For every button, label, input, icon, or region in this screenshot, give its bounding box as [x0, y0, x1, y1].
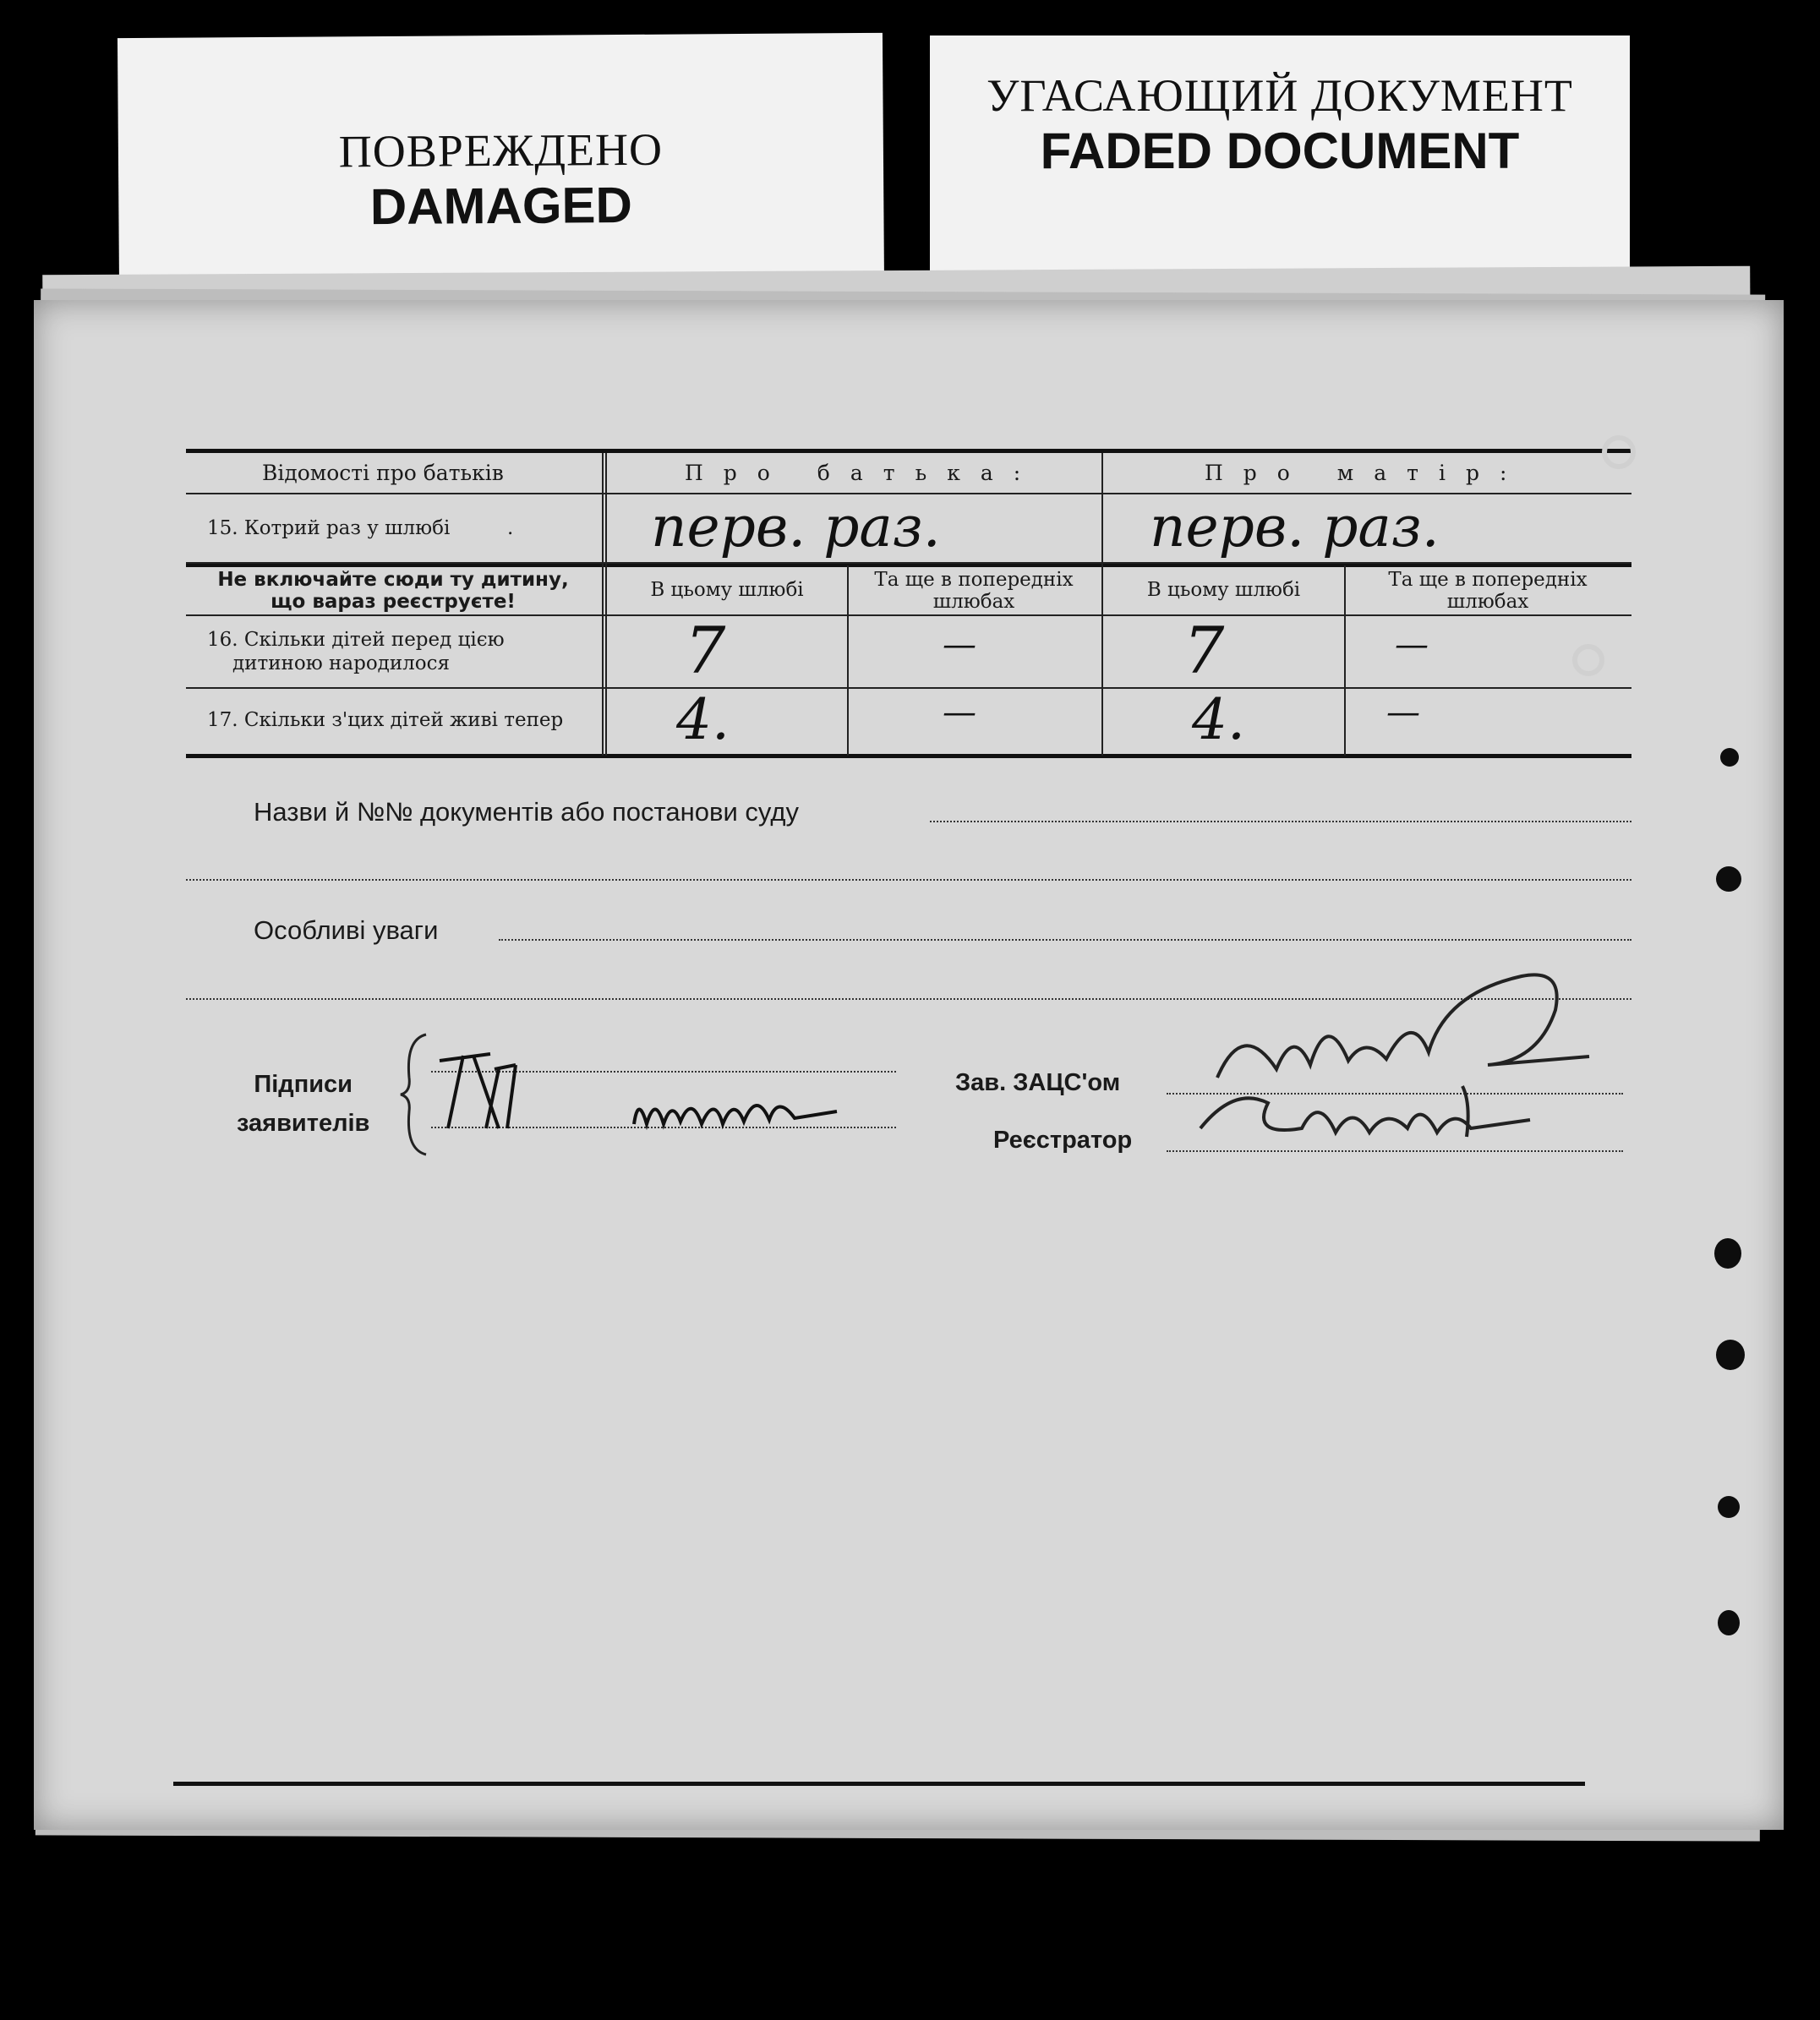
faded-label-card [930, 35, 1630, 289]
table-bottom-rule [186, 754, 1631, 758]
header-mother: Про матір: [1205, 461, 1528, 485]
row17-mother-this: 4. [1192, 687, 1245, 752]
punch-hole [1720, 748, 1739, 767]
official-signatures [1167, 959, 1623, 1179]
documents-line [930, 821, 1631, 822]
documents-line [186, 879, 1631, 881]
bottom-rule [173, 1782, 1585, 1786]
col-header-line: Та ще в попередніх [1388, 569, 1588, 591]
table-top-rule [186, 449, 1631, 453]
applicant-signature [423, 1044, 896, 1145]
row16-label-line: дитиною народилося [232, 652, 451, 674]
row16-mother-prev: — [1395, 625, 1429, 664]
punch-hole [1716, 1340, 1745, 1370]
table-rule [186, 687, 1631, 689]
note-line: що вараз реєструєте! [271, 591, 516, 613]
documents-label: Назви й №№ документів або постанови суду [254, 797, 799, 827]
row16-father-this: 7 [685, 613, 726, 688]
row15-mother-value: перв. раз. [1150, 494, 1440, 560]
remarks-label: Особливі уваги [254, 915, 439, 945]
table-rule [186, 564, 1631, 567]
col-father-this-marriage: В цьому шлюбі [650, 579, 804, 601]
row16-label-line: 16. Скільки дітей перед цією [207, 629, 505, 651]
signatures-label-line: заявителів [237, 1110, 370, 1137]
col-father-previous [855, 569, 1092, 613]
header-parents-info: Відомості про батьків [262, 461, 504, 485]
col-mother-this-marriage: В цьому шлюбі [1146, 579, 1301, 601]
note-line: Не включайте сюди ту дитину, [217, 569, 569, 591]
punch-hole [1718, 1610, 1740, 1635]
row17-label: 17. Скільки з'цих дітей живі тепер [207, 709, 564, 731]
row15-father-value: перв. раз. [651, 494, 941, 560]
damaged-label-en: DAMAGED [369, 176, 633, 236]
row17-mother-prev: — [1386, 693, 1420, 732]
row16-father-prev: — [943, 625, 976, 664]
leader-dot: . [507, 517, 514, 539]
header-father: Про батька: [685, 461, 1041, 485]
punch-hole-mark [1602, 435, 1636, 469]
table-divider [605, 453, 607, 756]
row16-mother-this: 7 [1183, 613, 1225, 688]
punch-hole-mark [1572, 644, 1604, 676]
row16-label [207, 628, 505, 675]
table-divider [1344, 565, 1346, 756]
applicants-signatures-label [237, 1065, 369, 1143]
damaged-label-card [118, 33, 884, 292]
signatures-label-line: Підписи [254, 1071, 353, 1098]
col-mother-previous [1353, 569, 1623, 613]
punch-hole [1716, 866, 1741, 892]
row15-label: 15. Котрий раз у шлюбі [207, 517, 451, 539]
punch-hole [1714, 1238, 1741, 1269]
col-header-line: шлюбах [932, 591, 1015, 613]
table-rule [186, 614, 1631, 616]
faded-label-en: FADED DOCUMENT [1040, 123, 1520, 179]
table-divider [602, 453, 604, 756]
head-of-registry-label: Зав. ЗАЦС'ом [955, 1069, 1121, 1096]
table-divider [1101, 453, 1103, 756]
col-header-line: Та ще в попередніх [874, 569, 1074, 591]
document-page [34, 300, 1784, 1830]
faded-label-ru: УГАСАЮЩИЙ ДОКУМЕНТ [987, 70, 1573, 121]
remarks-line [499, 939, 1631, 941]
table-divider [847, 565, 849, 756]
col-header-line: шлюбах [1446, 591, 1529, 613]
damaged-label-ru: ПОВРЕЖДЕНО [338, 123, 664, 177]
row17-father-prev: — [943, 693, 976, 732]
registrar-label: Реєстратор [993, 1127, 1133, 1154]
punch-hole [1718, 1496, 1740, 1518]
row17-father-this: 4. [676, 687, 730, 752]
note-exclude-child [194, 569, 592, 613]
